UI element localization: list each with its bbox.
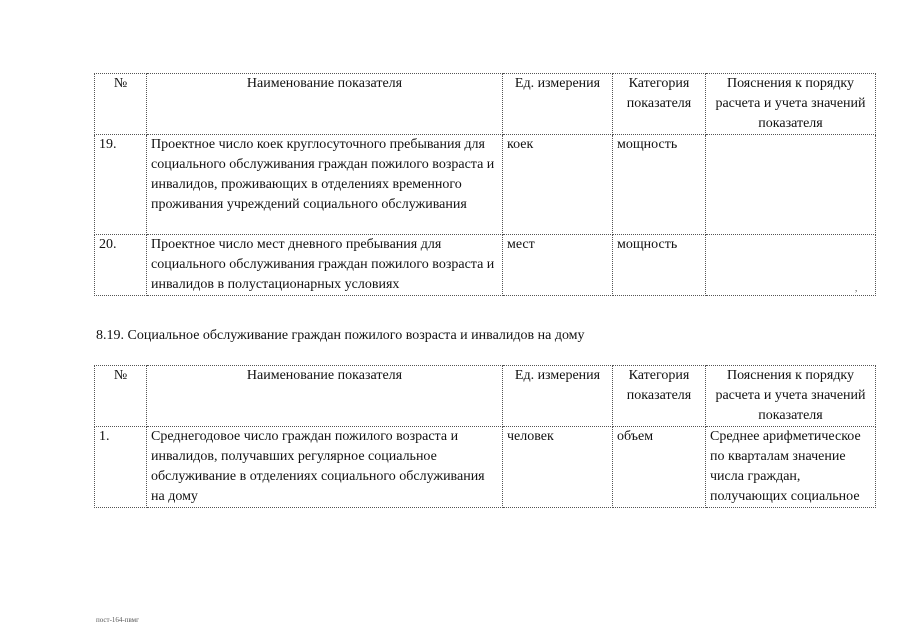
header-category: Категория показателя: [613, 74, 706, 135]
table-row: [95, 235, 876, 296]
footer-filename: пост-164-пвмг: [96, 616, 139, 624]
row-name: Проектное число мест дневного пребывания для социального обслуживания граждан пожилого возраста и инвалидов в полустационарных условиях: [147, 235, 503, 296]
section-title: 8.19. Социальное обслуживание граждан пожилого возраста и инвалидов на дому: [96, 328, 585, 343]
row-num: 1.: [95, 427, 147, 508]
header-name: Наименование показателя: [147, 74, 503, 135]
row-unit: человек: [503, 427, 613, 508]
header-notes: Пояснения к порядку расчета и учета значений показателя: [706, 366, 876, 427]
indicators-table-2: [94, 365, 876, 508]
row-category: мощность: [613, 135, 706, 235]
row-notes: [706, 235, 876, 296]
header-num: №: [95, 366, 147, 427]
header-unit: Ед. измерения: [503, 74, 613, 135]
row-notes: Среднее арифметическое по кварталам значение числа граждан, получающих социальное: [706, 427, 876, 508]
table-header-row: [95, 74, 876, 135]
table-row: [95, 135, 876, 235]
header-notes: Пояснения к порядку расчета и учета значений показателя: [706, 74, 876, 135]
header-num: №: [95, 74, 147, 135]
scan-mark: ,: [855, 283, 858, 293]
table-header-row: [95, 366, 876, 427]
row-num: 19.: [95, 135, 147, 235]
row-name: Проектное число коек круглосуточного пребывания для социального обслуживания граждан пожилого возраста и инвалидов, проживающих в отделениях временного проживания учреждений социального обслуживания: [147, 135, 503, 235]
row-notes: [706, 135, 876, 235]
header-name: Наименование показателя: [147, 366, 503, 427]
header-category: Категория показателя: [613, 366, 706, 427]
row-category: объем: [613, 427, 706, 508]
row-category: мощность: [613, 235, 706, 296]
row-unit: мест: [503, 235, 613, 296]
header-unit: Ед. измерения: [503, 366, 613, 427]
table-row: [95, 427, 876, 508]
row-num: 20.: [95, 235, 147, 296]
row-unit: коек: [503, 135, 613, 235]
row-name: Среднегодовое число граждан пожилого возраста и инвалидов, получавших регулярное социальное обслуживание в отделениях социального обслуживания на дому: [147, 427, 503, 508]
indicators-table-1: [94, 73, 876, 296]
